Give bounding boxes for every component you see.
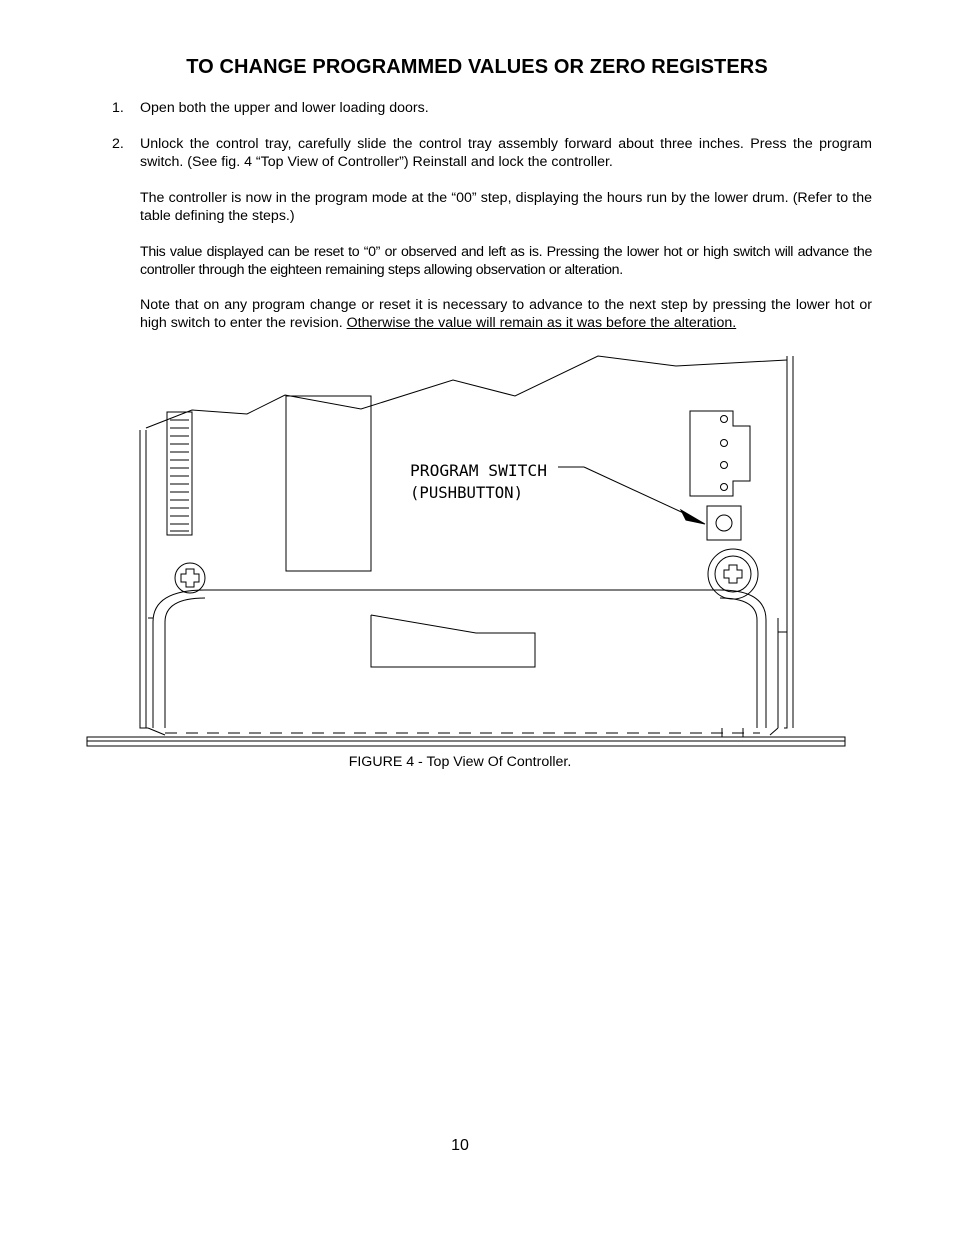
program-switch-label: PROGRAM SWITCH	[410, 461, 547, 480]
page-number: 10	[451, 1137, 469, 1154]
display-window	[371, 615, 535, 667]
controller-top-view-diagram	[0, 340, 954, 760]
step-text: Open both the upper and lower loading doors.	[140, 100, 429, 116]
callout-arrow	[558, 467, 705, 524]
left-screw	[175, 563, 205, 593]
circuit-board	[286, 396, 371, 571]
program-switch-pushbutton	[707, 506, 741, 540]
terminal-block	[690, 411, 750, 496]
connector-strip	[167, 412, 192, 535]
step-number: 1.	[112, 100, 124, 116]
base-plate	[87, 737, 845, 746]
tray-outline	[153, 590, 766, 728]
paragraph-reset-value: This value displayed can be reset to “0” or observed and left as is. Pressing the lower hot or high switch will advance the controller through the eighteen remaining steps allowing observation or alteration.	[140, 244, 872, 278]
left-edge	[140, 430, 148, 728]
pushbutton-label: (PUSHBUTTON)	[410, 483, 523, 502]
note-underlined-text: Otherwise the value will remain as it was before the alteration.	[346, 315, 737, 331]
page-title: TO CHANGE PROGRAMMED VALUES OR ZERO REGISTERS	[186, 56, 768, 78]
right-screw	[708, 549, 758, 599]
figure-caption: FIGURE 4 - Top View Of Controller.	[348, 754, 572, 770]
step-text: Unlock the control tray, carefully slide the control tray assembly forward about three inches. Press the program switch. (See fig. 4 “Top View of Controller”) Reinstall and lock the controller.	[140, 136, 872, 170]
paragraph-note	[140, 296, 872, 332]
note-text: Note that on any program change or reset it is necessary to advance to the next step by pressing the lower hot or high switch to enter the revision.	[140, 297, 872, 331]
paragraph-program-mode: The controller is now in the program mode at the “00” step, displaying the hours run by the lower drum. (Refer to the table defining the steps.)	[140, 190, 872, 224]
right-edge	[784, 356, 787, 728]
step-number: 2.	[112, 136, 124, 152]
top-outline	[146, 356, 787, 428]
